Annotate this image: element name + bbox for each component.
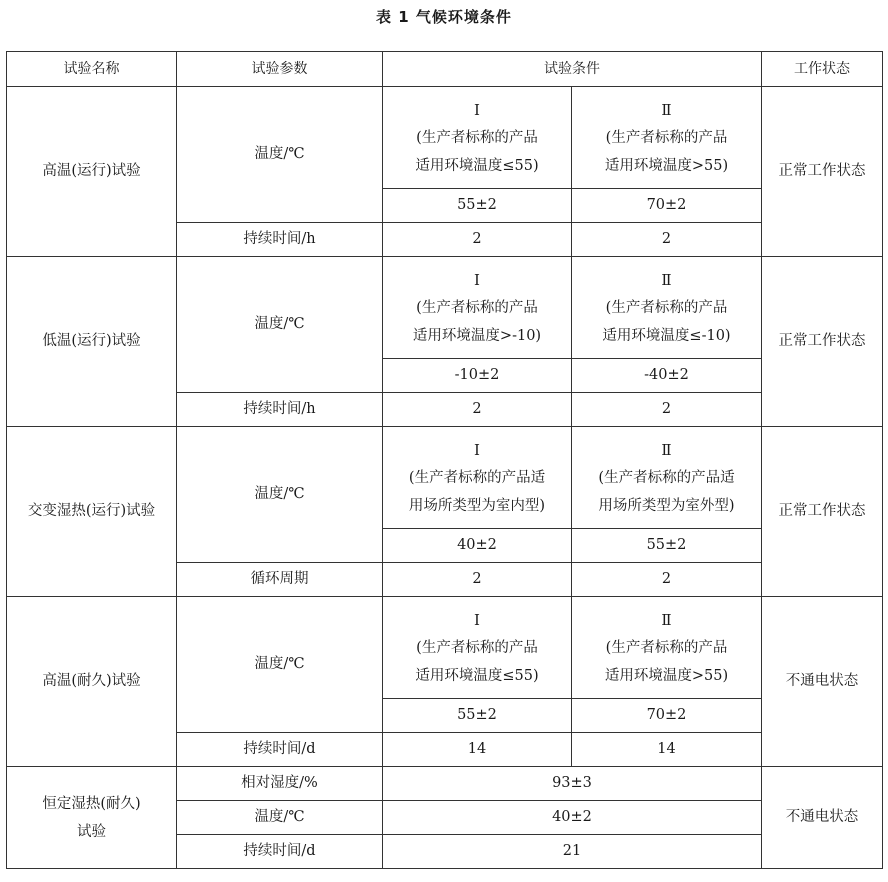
- condition-level-2-cell: [572, 427, 762, 529]
- table-row: [7, 597, 883, 699]
- value-cell: 55±2: [383, 189, 572, 223]
- value-cell: 93±3: [383, 767, 762, 801]
- work-state-cell: 不通电状态: [762, 597, 883, 767]
- param-cell: 温度/℃: [177, 801, 383, 835]
- value-cell: 14: [383, 733, 572, 767]
- level-label: Ⅱ: [661, 440, 672, 459]
- condition-text: 适用环境温度≤55): [415, 157, 539, 174]
- header-test-name: 试验名称: [7, 52, 177, 87]
- condition-text: (生产者标称的产品: [605, 639, 728, 656]
- value-cell: 21: [383, 835, 762, 869]
- test-name-cell: 交变湿热(运行)试验: [7, 427, 177, 597]
- test-name-cell: 高温(耐久)试验: [7, 597, 177, 767]
- level-label: Ⅱ: [661, 100, 672, 119]
- value-cell: 55±2: [383, 699, 572, 733]
- condition-text: 用场所类型为室外型): [598, 497, 735, 514]
- param-cell: 温度/℃: [177, 427, 383, 563]
- work-state-cell: 正常工作状态: [762, 427, 883, 597]
- level-label: Ⅱ: [661, 610, 672, 629]
- value-cell: 2: [383, 563, 572, 597]
- param-cell: 相对湿度/%: [177, 767, 383, 801]
- header-work-state: 工作状态: [762, 52, 883, 87]
- header-row: [7, 52, 883, 87]
- condition-level-2-cell: [572, 597, 762, 699]
- condition-level-1-cell: [383, 257, 572, 359]
- value-cell: 40±2: [383, 801, 762, 835]
- condition-text: (生产者标称的产品: [416, 129, 538, 146]
- work-state-cell: 正常工作状态: [762, 257, 883, 427]
- value-cell: 55±2: [572, 529, 762, 563]
- param-cell: 持续时间/h: [177, 223, 383, 257]
- value-cell: 70±2: [572, 189, 762, 223]
- condition-text: (生产者标称的产品: [416, 639, 538, 656]
- table-row: [7, 767, 883, 801]
- header-test-param: 试验参数: [177, 52, 383, 87]
- value-cell: -10±2: [383, 359, 572, 393]
- condition-level-2-cell: [572, 257, 762, 359]
- test-name-line: 试验: [77, 823, 106, 840]
- param-cell: 持续时间/d: [177, 835, 383, 869]
- value-cell: -40±2: [572, 359, 762, 393]
- param-cell: 持续时间/d: [177, 733, 383, 767]
- level-label: Ⅰ: [474, 610, 480, 629]
- condition-text: (生产者标称的产品: [605, 129, 728, 146]
- condition-level-2-cell: [572, 87, 762, 189]
- value-cell: 40±2: [383, 529, 572, 563]
- work-state-cell: 不通电状态: [762, 767, 883, 869]
- condition-level-1-cell: [383, 87, 572, 189]
- table-row: [7, 427, 883, 529]
- param-cell: 温度/℃: [177, 87, 383, 223]
- test-name-line: 恒定湿热(耐久): [42, 795, 141, 812]
- condition-text: 适用环境温度≤55): [415, 667, 539, 684]
- condition-level-1-cell: [383, 597, 572, 699]
- level-label: Ⅰ: [474, 440, 480, 459]
- value-cell: 2: [572, 563, 762, 597]
- test-name-cell: 低温(运行)试验: [7, 257, 177, 427]
- table-row: [7, 87, 883, 189]
- condition-text: (生产者标称的产品适: [598, 469, 735, 486]
- condition-text: (生产者标称的产品: [605, 299, 728, 316]
- param-cell: 温度/℃: [177, 597, 383, 733]
- test-name-cell: [7, 767, 177, 869]
- param-cell: 温度/℃: [177, 257, 383, 393]
- param-cell: 持续时间/h: [177, 393, 383, 427]
- value-cell: 70±2: [572, 699, 762, 733]
- level-label: Ⅰ: [474, 270, 480, 289]
- value-cell: 2: [383, 393, 572, 427]
- table-title: 表 1 气候环境条件: [376, 8, 512, 26]
- climate-conditions-table: [6, 51, 883, 869]
- param-cell: 循环周期: [177, 563, 383, 597]
- header-test-condition: 试验条件: [383, 52, 762, 87]
- condition-text: (生产者标称的产品: [416, 299, 538, 316]
- work-state-cell: 正常工作状态: [762, 87, 883, 257]
- condition-level-1-cell: [383, 427, 572, 529]
- value-cell: 14: [572, 733, 762, 767]
- condition-text: 适用环境温度≤-10): [602, 327, 731, 344]
- condition-text: (生产者标称的产品适: [408, 469, 546, 486]
- level-label: Ⅰ: [474, 100, 480, 119]
- condition-text: 适用环境温度>-10): [412, 327, 542, 344]
- level-label: Ⅱ: [661, 270, 672, 289]
- condition-text: 适用环境温度>55): [604, 157, 729, 174]
- value-cell: 2: [383, 223, 572, 257]
- condition-text: 适用环境温度>55): [604, 667, 729, 684]
- test-name-cell: 高温(运行)试验: [7, 87, 177, 257]
- table-row: [7, 257, 883, 359]
- value-cell: 2: [572, 393, 762, 427]
- condition-text: 用场所类型为室内型): [408, 497, 546, 514]
- value-cell: 2: [572, 223, 762, 257]
